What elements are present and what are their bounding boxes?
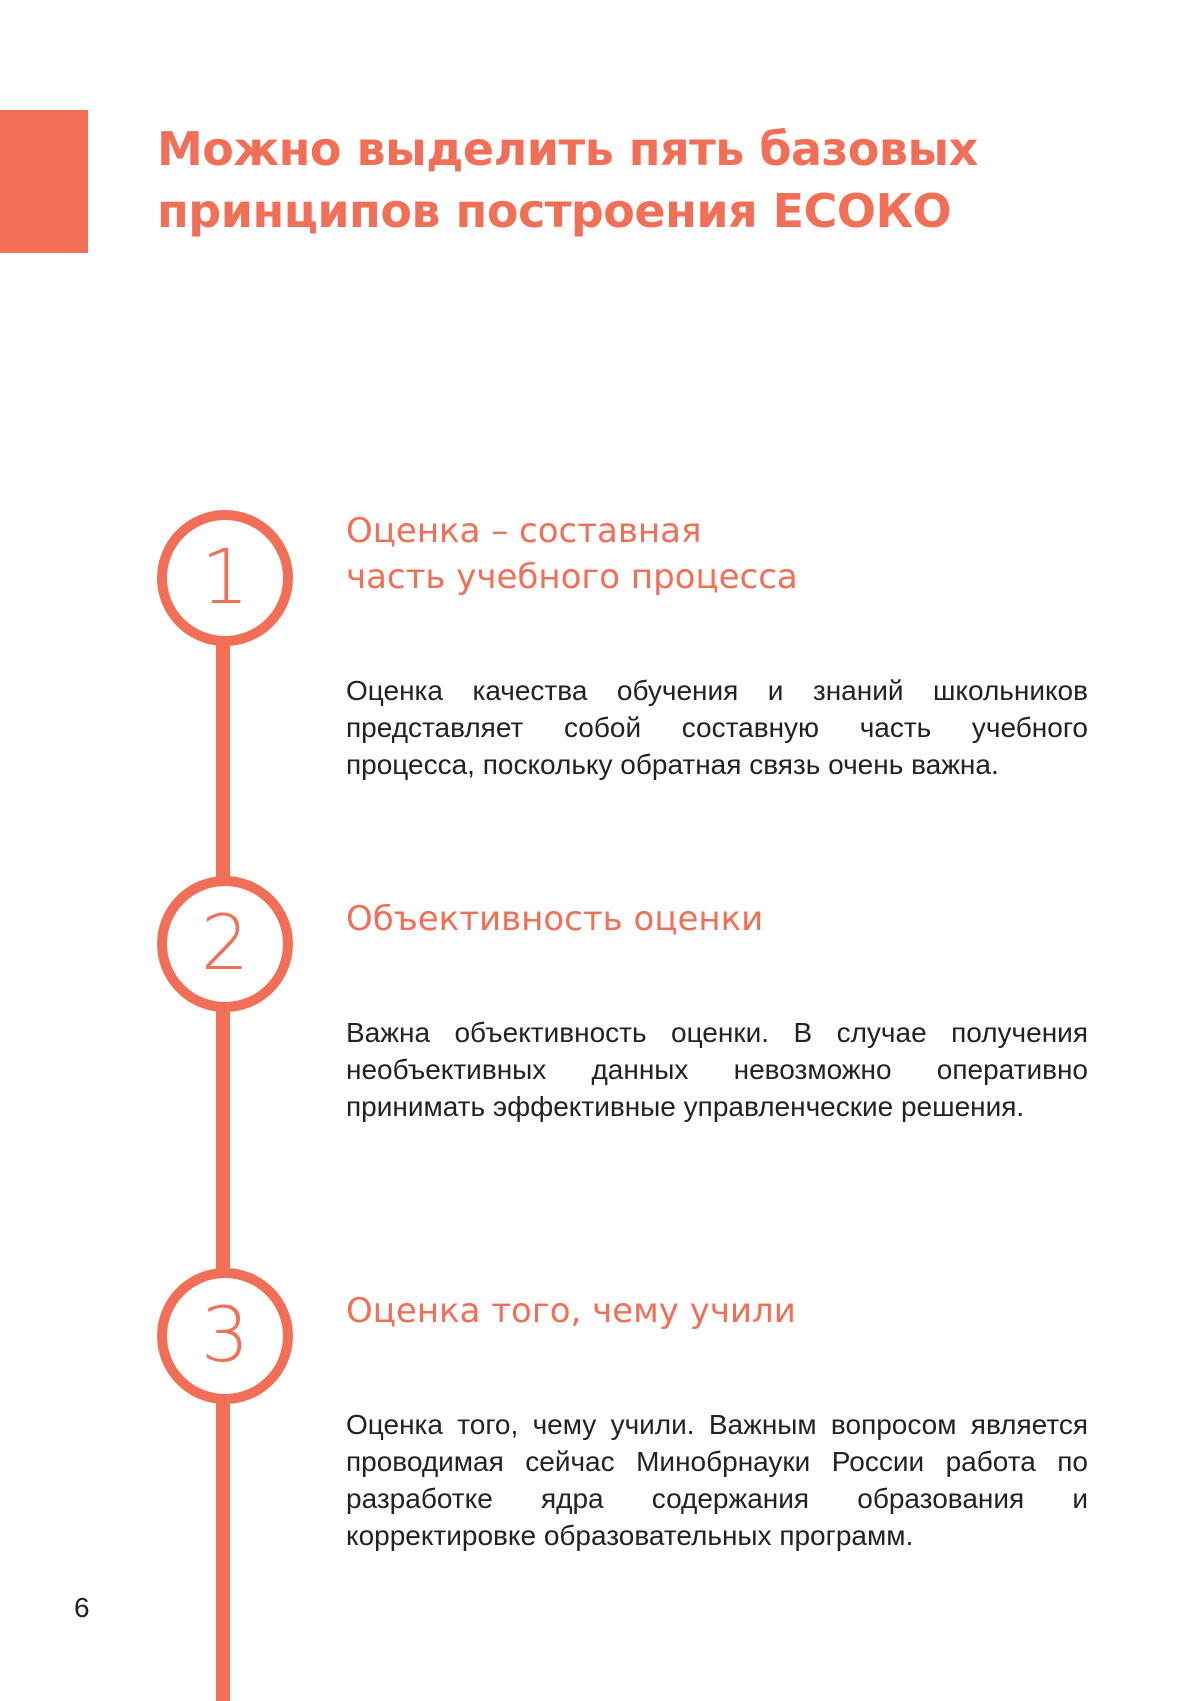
page-number: 6 xyxy=(74,1592,90,1623)
step-3-heading: Оценка того, чему учили xyxy=(346,1291,796,1331)
step-2-text: Важна объективность оценки. В случае получения необъективных данных невозможно оперативно принимать эффективные управленческие решения. xyxy=(346,1017,1088,1122)
step-1-text: Оценка качества обучения и знаний школьников представляет собой составную часть учебного процесса, поскольку обратная связь очень важна. xyxy=(346,675,1088,780)
step-3-circle xyxy=(157,1268,293,1404)
timeline-line xyxy=(216,560,230,1701)
step-1-number: 1 xyxy=(200,532,250,621)
step-3-number: 3 xyxy=(200,1290,250,1379)
step-2-heading: Объективность оценки xyxy=(346,899,764,939)
step-2-circle xyxy=(157,876,293,1012)
step-1-heading: Оценка – составная часть учебного процесса xyxy=(346,511,798,597)
step-2-number: 2 xyxy=(200,898,250,987)
corner-accent-block xyxy=(0,110,88,253)
page-title: Можно выделить пять базовых принципов построения ЕСОКО xyxy=(157,122,978,238)
step-3-text: Оценка того, чему учили. Важным вопросом является проводимая сейчас Минобрнауки России работа по разработке ядра содержания образования и корректировке образовательных программ. xyxy=(346,1409,1088,1551)
step-1-circle xyxy=(157,510,293,646)
